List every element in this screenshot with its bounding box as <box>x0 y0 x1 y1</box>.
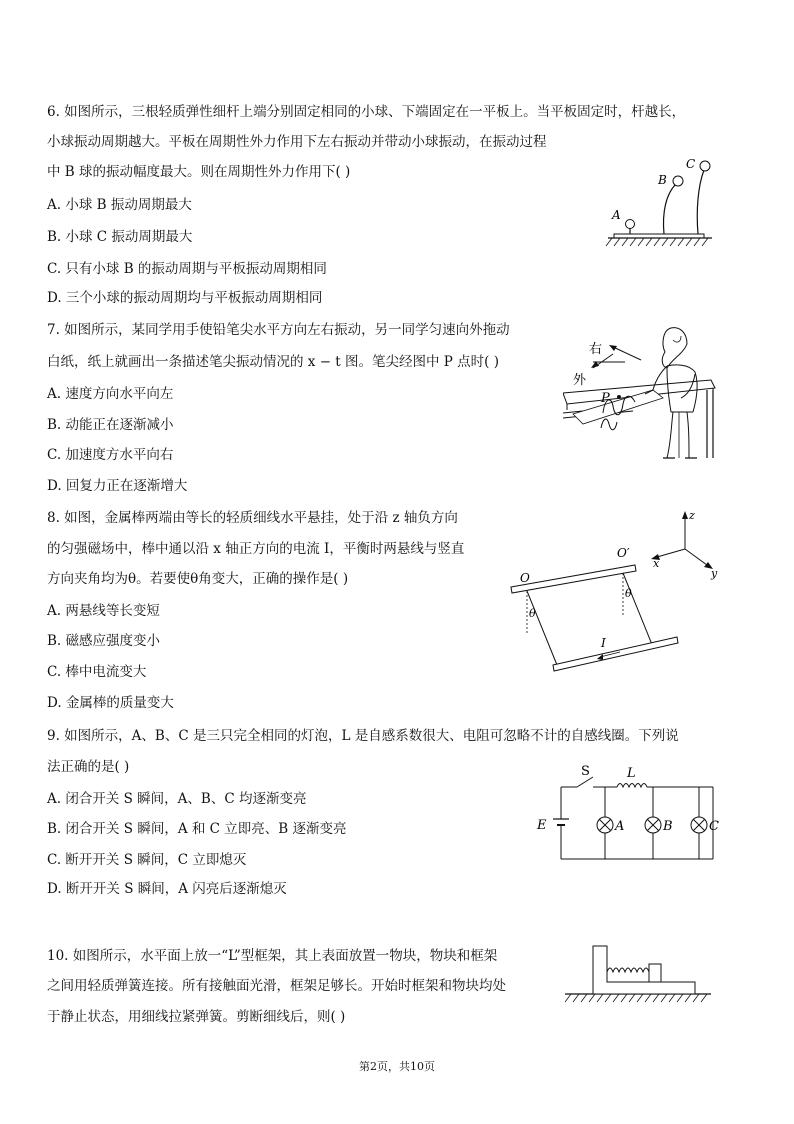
q8-line-3: 方向夹角均为θ。若要使θ角变大，正确的操作是( ) <box>47 571 349 587</box>
q8-label-o: O <box>520 571 530 585</box>
q6-line-1: 6. 如图所示，三根轻质弹性细杆上端分别固定相同的小球、下端固定在一平板上。当平板固定时，杆越长， <box>47 104 686 120</box>
q6-option-a: A. 小球 B 振动周期最大 <box>47 197 192 213</box>
q8-axis-x: x <box>653 557 660 570</box>
q8-line-2: 的匀强磁场中，棒中通以沿 x 轴正方向的电流 I，平衡时两悬线与竖直 <box>47 541 465 557</box>
q8-option-b: B. 磁感应强度变小 <box>47 633 161 649</box>
q6-option-d: D. 三个小球的振动周期均与平板振动周期相同 <box>47 290 323 306</box>
q10-line-1: 10. 如图所示，水平面上放一“L”型框架，其上表面放置一物块，物块和框架 <box>47 948 498 964</box>
q10-figure-frame-spring <box>565 940 715 1010</box>
q8-option-a: A. 两悬线等长变短 <box>47 603 160 619</box>
q6-option-c: C. 只有小球 B 的振动周期与平板振动周期相同 <box>47 261 327 277</box>
q7-option-c: C. 加速度方水平向右 <box>47 447 174 463</box>
q9-label-switch: S <box>581 764 590 779</box>
q9-label-inductor: L <box>627 766 636 781</box>
q7-option-b: B. 动能正在逐渐减小 <box>47 417 174 433</box>
q7-line-1: 7. 如图所示，某同学用手使铅笔尖水平方向左右振动，另一同学匀速向外拖动 <box>47 322 510 338</box>
q8-line-1: 8. 如图，金属棒两端由等长的轻质细线水平悬挂，处于沿 z 轴负方向 <box>47 510 458 526</box>
q6-label-c: C <box>686 157 696 171</box>
q9-label-lamp-c: C <box>709 819 719 834</box>
q6-label-b: B <box>658 173 667 187</box>
q9-line-2: 法正确的是( ) <box>47 759 130 775</box>
q9-option-b: B. 闭合开关 S 瞬间，A 和 C 立即亮、B 逐渐变亮 <box>47 821 347 837</box>
q7-label-p: P <box>601 391 610 406</box>
q8-option-d: D. 金属棒的质量变大 <box>47 695 174 711</box>
q10-line-3: 于静止状态，用细线拉紧弹簧。剪断细线后，则( ) <box>47 1009 346 1025</box>
q10-line-2: 之间用轻质弹簧连接。所有接触面光滑，框架足够长。开始时框架和物块均处 <box>47 978 506 994</box>
q9-label-lamp-b: B <box>663 819 673 834</box>
q8-label-theta-right: θ <box>625 587 632 600</box>
q8-label-o-prime: O′ <box>617 546 630 560</box>
q7-line-2: 白纸，纸上就画出一条描述笔尖振动情况的 x − t 图。笔尖经图中 P 点时( ) <box>47 354 500 370</box>
q9-label-source: E <box>537 818 547 833</box>
q6-option-b: B. 小球 C 振动周期最大 <box>47 229 193 245</box>
q9-option-a: A. 闭合开关 S 瞬间，A、B、C 均逐渐变亮 <box>47 791 307 807</box>
q8-option-c: C. 棒中电流变大 <box>47 664 147 680</box>
q7-figure-pendrawing <box>563 318 728 468</box>
q9-line-1: 9. 如图所示，A、B、C 是三只完全相同的灯泡，L 是自感系数很大、电阻可忽略不计的自感线圈。下列说 <box>47 728 679 744</box>
q8-axis-y: y <box>711 567 718 580</box>
q9-option-d: D. 断开开关 S 瞬间，A 闪亮后逐渐熄灭 <box>47 881 287 897</box>
q9-label-lamp-a: A <box>615 819 625 834</box>
q7-option-d: D. 回复力正在逐渐增大 <box>47 478 188 494</box>
q9-option-c: C. 断开开关 S 瞬间，C 立即熄灭 <box>47 852 247 868</box>
q7-label-out: 外 <box>573 373 587 388</box>
q6-label-a: A <box>612 208 621 222</box>
q6-line-2: 小球振动周期越大。平板在周期性外力作用下左右振动并带动小球振动，在振动过程 <box>47 134 547 150</box>
q7-option-a: A. 速度方向水平向左 <box>47 386 174 402</box>
q8-label-theta-left: θ <box>529 607 536 620</box>
q8-label-current: I <box>601 636 606 650</box>
q6-figure-rods <box>600 150 720 260</box>
q7-label-right: 右 <box>589 342 603 357</box>
page-footer: 第2页，共10页 <box>359 1060 435 1073</box>
q8-figure-suspended-rod <box>505 505 735 680</box>
q6-line-3: 中 B 球的振动幅度最大。则在周期性外力作用下( ) <box>47 164 351 180</box>
q8-axis-z: z <box>689 509 695 522</box>
q9-figure-circuit <box>533 763 723 868</box>
